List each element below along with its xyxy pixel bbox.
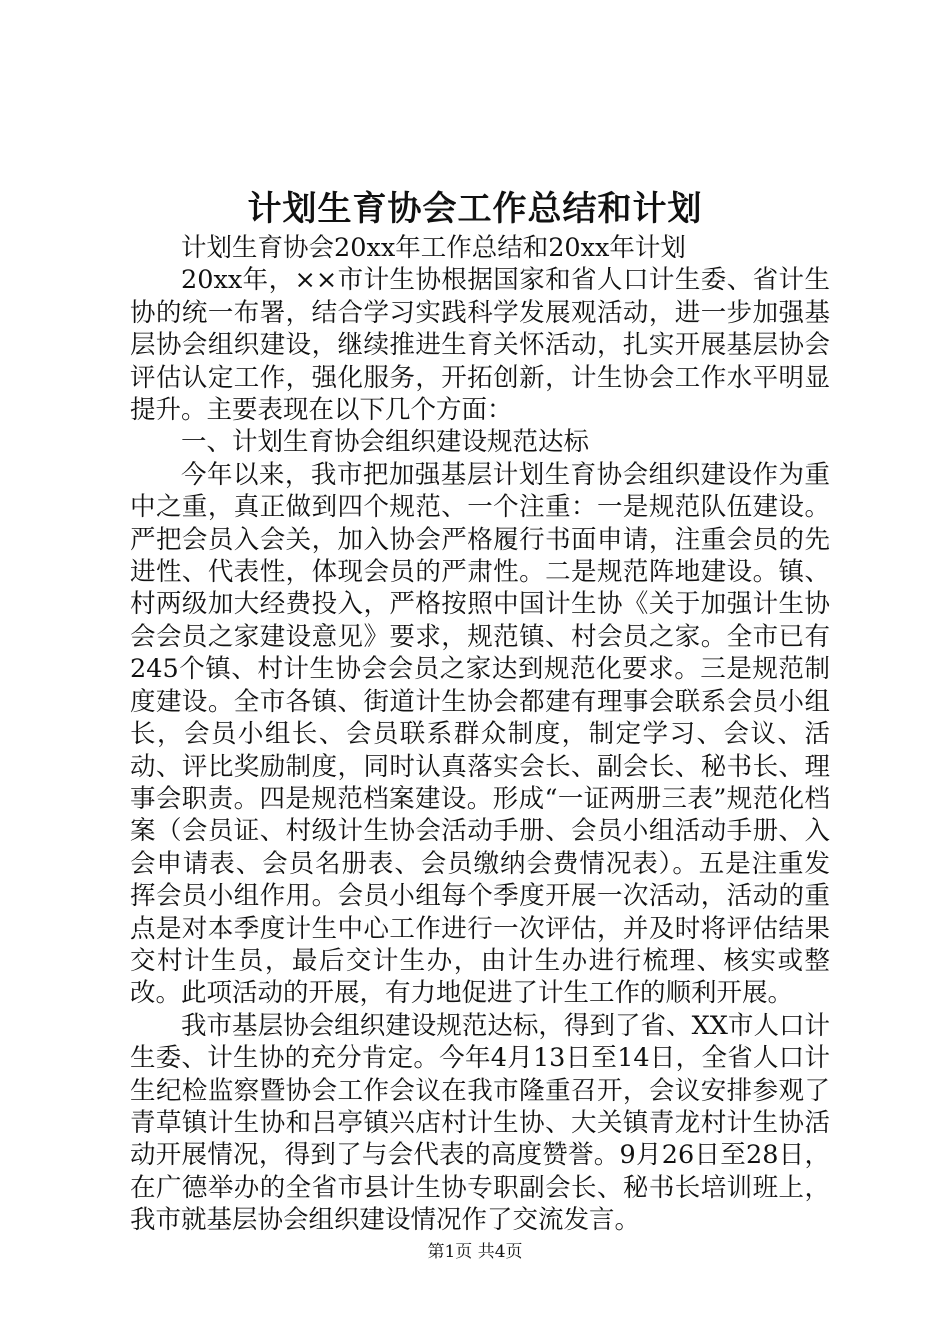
body-paragraph: 我市基层协会组织建设规范达标，得到了省、XX市人口计生委、计生协的充分肯定。今年4月13日至14日，全省人口计生纪检监察暨协会工作会议在我市隆重召开，会议安排参观了青草镇计生协和吕亭镇兴店村计生协、大关镇青龙村计生协活动开展情况，得到了与会代表的高度赞誉。9月26日至28日，在广德举办的全省市县计生协专职副会长、秘书长培训班上，我市就基层协会组织建设情况作了交流发言。	[130, 1010, 830, 1236]
page-title: 计划生育协会工作总结和计划	[247, 189, 703, 229]
document-body	[130, 232, 830, 1237]
intro-paragraph: 20xx年，××市计生协根据国家和省人口计生委、省计生协的统一布署，结合学习实践科学发展观活动，进一步加强基层协会组织建设，继续推进生育关怀活动，扎实开展基层协会评估认定工作，强化服务，开拓创新，计生协会工作水平明显提升。主要表现在以下几个方面：	[130, 265, 830, 426]
body-paragraph: 今年以来，我市把加强基层计划生育协会组织建设作为重中之重，真正做到四个规范、一个注重：一是规范队伍建设。严把会员入会关，加入协会严格履行书面申请，注重会员的先进性、代表性，体现会员的严肃性。二是规范阵地建设。镇、村两级加大经费投入，严格按照中国计生协《关于加强计生协会会员之家建设意见》要求，规范镇、村会员之家。全市已有245个镇、村计生协会会员之家达到规范化要求。三是规范制度建设。全市各镇、街道计生协会都建有理事会联系会员小组长，会员小组长、会员联系群众制度，制定学习、会议、活动、评比奖励制度，同时认真落实会长、副会长、秘书长、理事会职责。四是规范档案建设。形成“一证两册三表”规范化档案（会员证、村级计生协会活动手册、会员小组活动手册、入会申请表、会员名册表、会员缴纳会费情况表）。五是注重发挥会员小组作用。会员小组每个季度开展一次活动，活动的重点是对本季度计生中心工作进行一次评估，并及时将评估结果交村计生员，最后交计生办，由计生办进行梳理、核实或整改。此项活动的开展，有力地促进了计生工作的顺利开展。	[130, 459, 830, 1009]
subtitle-paragraph: 计划生育协会20xx年工作总结和20xx年计划	[181, 233, 686, 263]
page-footer: 第1页 共4页	[427, 1242, 523, 1262]
section-heading: 一、计划生育协会组织建设规范达标	[181, 427, 590, 458]
